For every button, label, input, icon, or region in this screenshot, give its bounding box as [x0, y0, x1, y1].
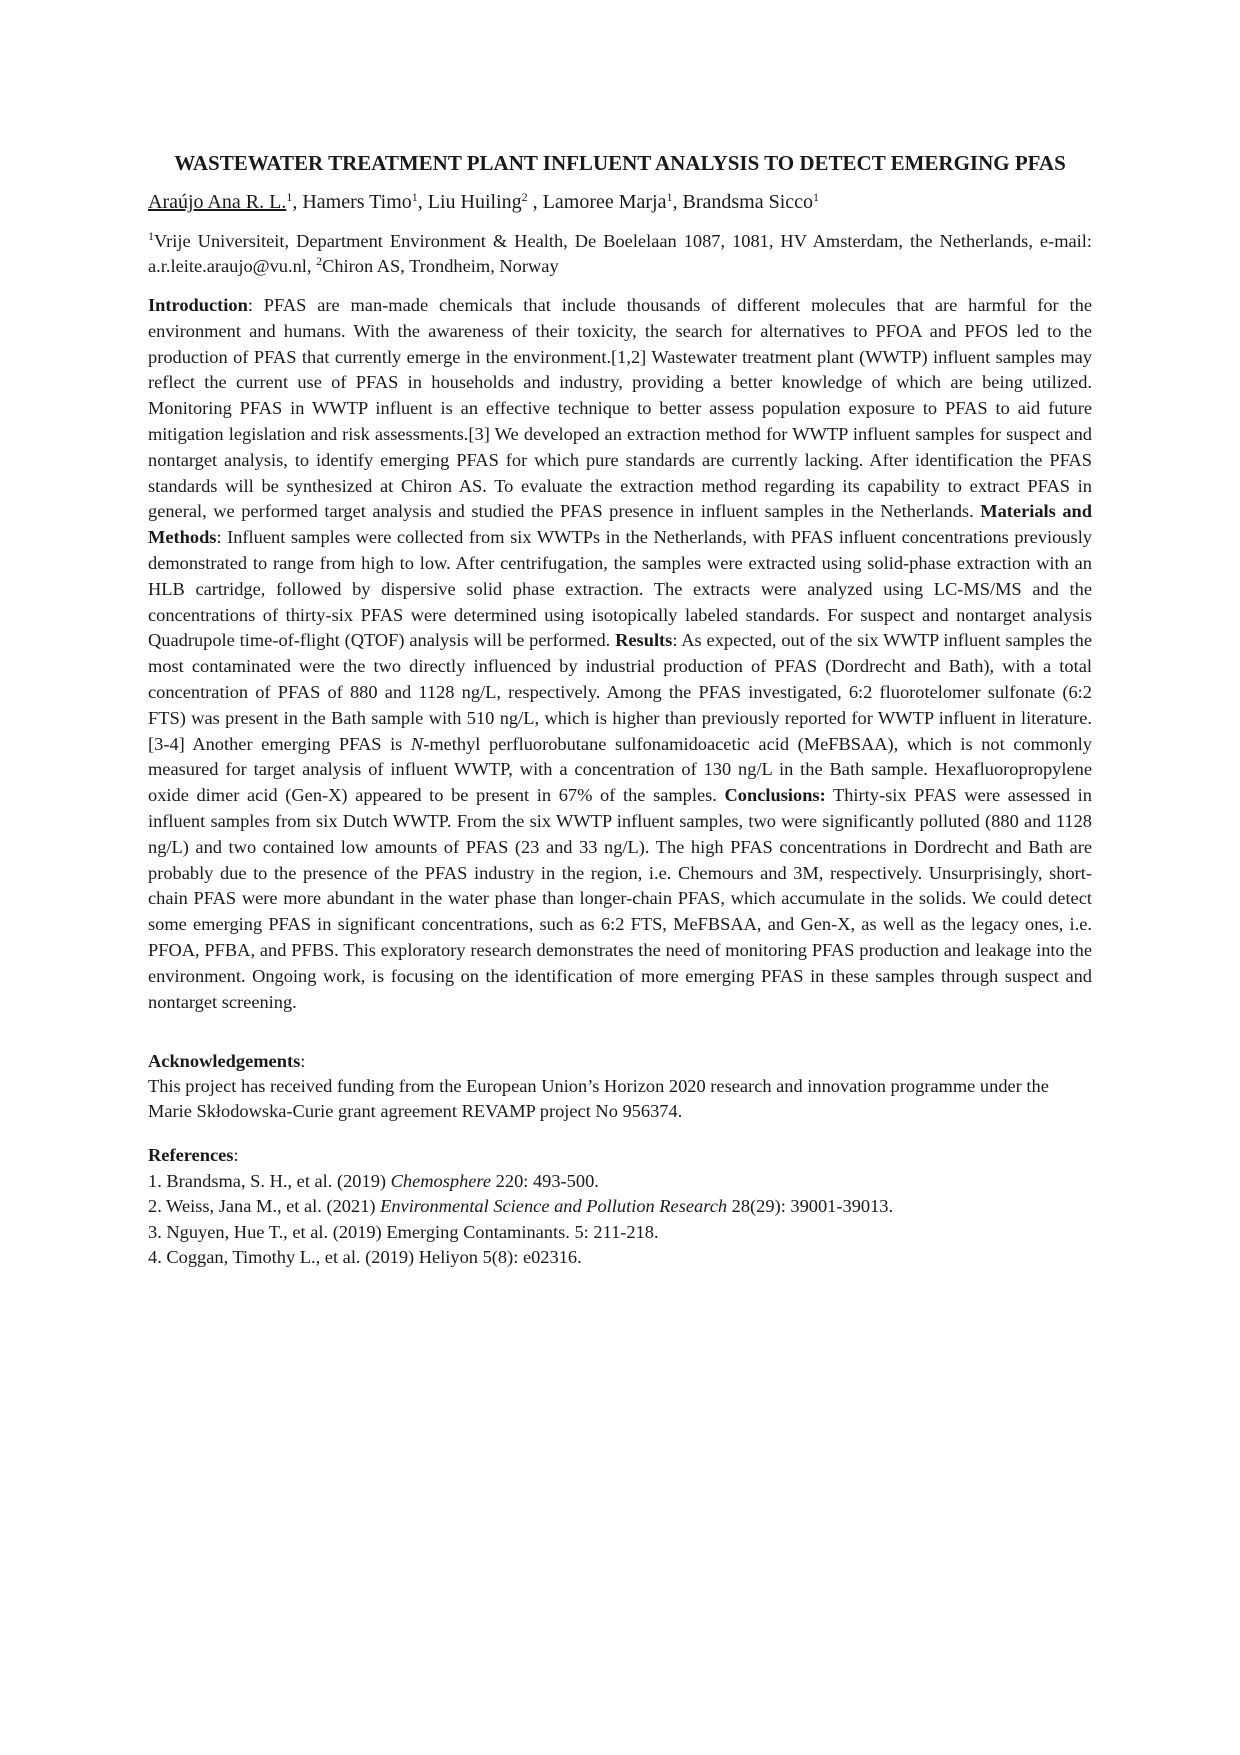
author-affiliation-sup: 2: [521, 190, 528, 204]
affiliation-text: Vrije Universiteit, Department Environment & Health, De Boelelaan 1087, 1081, HV Amsterdam, the Netherlands, e-mail: a.r.leite.araujo@vu.nl,: [148, 231, 1092, 276]
reference-details: 220: 493-500.: [491, 1170, 599, 1191]
reference-text: 3. Nguyen, Hue T., et al. (2019) Emerging Contaminants. 5: 211-218.: [148, 1221, 659, 1242]
author: [543, 191, 683, 213]
results-heading: Results: [615, 630, 673, 651]
author-separator: ,: [672, 191, 683, 213]
acknowledgements-section: [148, 1049, 1092, 1124]
reference-text: 1. Brandsma, S. H., et al. (2019): [148, 1170, 391, 1191]
author-separator: ,: [527, 191, 543, 213]
introduction-heading: Introduction: [148, 295, 248, 315]
author-affiliation-sup: 1: [666, 190, 673, 204]
reference-journal: Chemosphere: [390, 1170, 492, 1191]
references-section: [148, 1143, 1092, 1271]
author: [302, 191, 427, 213]
reference-item: [148, 1220, 1092, 1246]
conclusions-text: Thirty-six PFAS were assessed in influent samples from six Dutch WWTP. From the six WWTP influent samples, two were significantly polluted (880 and 1128 ng/L) and two contained low amounts of PFAS (23 and 33 ng/L). The high PFAS concentrations in Dordrecht and Bath are probably due to the presence of the PFAS industry in the region, i.e. Chemours and 3M, respectively. Unsurprisingly, short-chain PFAS were more abundant in the water phase than longer-chain PFAS, which accumulate in the solids. We could detect some emerging PFAS in significant concentrations, such as 6:2 FTS, MeFBSAA, and Gen-X, as well as the legacy ones, i.e. PFOA, PFBA, and PFBS. This exploratory research demonstrates the need of monitoring PFAS production and leakage into the environment. Ongoing work, is focusing on the identification of more emerging PFAS in these samples through suspect and nontarget screening.: [148, 785, 1092, 1012]
acknowledgements-heading: Acknowledgements: [148, 1051, 301, 1072]
introduction-text: : PFAS are man-made chemicals that include thousands of different molecules that are harmful for the environment and humans. With the awareness of their toxicity, the search for alternatives to PFOA and PFOS led to the production of PFAS that currently emerge in the environment.[1,2] Wastewater treatment plant (WWTP) influent samples may reflect the current use of PFAS in households and industry, providing a better knowledge of which are being utilized. Monitoring PFAS in WWTP influent is an effective technique to better assess population exposure to PFAS to aid future mitigation legislation and risk assessments.[3] We developed an extraction method for WWTP influent samples for suspect and nontarget analysis, to identify emerging PFAS for which pure standards are currently lacking. After identification the PFAS standards will be synthesized at Chiron AS. To evaluate the extraction method regarding its capability to extract PFAS in general, we performed target analysis and studied the PFAS presence in influent samples in the Netherlands.: [148, 295, 1092, 522]
abstract-body: [148, 293, 1092, 1015]
author-name: Brandsma Sicco: [682, 191, 814, 213]
references-heading: References: [148, 1145, 234, 1166]
methods-heading: Materials and Methods: [148, 501, 1093, 548]
reference-text: 4. Coggan, Timothy L., et al. (2019) Heliyon 5(8): e02316.: [148, 1247, 582, 1268]
methods-text: : Influent samples were collected from six WWTPs in the Netherlands, with PFAS influent concentrations previously demonstrated to range from high to low. After centrifugation, the samples were extracted using solid-phase extraction with an HLB cartridge, followed by dispersive solid phase extraction. The extracts were analyzed using LC-MS/MS and the concentrations of thirty-six PFAS were determined using isotopically labeled standards. For suspect and nontarget analysis Quadrupole time-of-flight (QTOF) analysis will be performed.: [148, 527, 1092, 651]
author-name: Liu Huiling: [427, 191, 522, 213]
author-list: [148, 188, 1092, 216]
affiliation-sup: 1: [148, 229, 154, 243]
author-affiliation-sup: 1: [411, 190, 418, 204]
author-affiliation-sup: 1: [813, 190, 820, 204]
author-name: Hamers Timo: [302, 191, 412, 213]
affiliation-text: Chiron AS, Trondheim, Norway: [322, 256, 559, 276]
reference-journal: Environmental Science and Pollution Research: [380, 1196, 728, 1217]
acknowledgements-heading-suffix: :: [300, 1051, 306, 1072]
author-name: Araújo Ana R. L.: [148, 191, 287, 213]
results-text: : As expected, out of the six WWTP influent samples the most contaminated were the two directly influenced by industrial production of PFAS (Dordrecht and Bath), with a total concentration of PFAS of 880 and 1128 ng/L, respectively. Among the PFAS investigated, 6:2 fluorotelomer sulfonate (6:2 FTS) was present in the Bath sample with 510 ng/L, which is higher than previously reported for WWTP influent in literature.[3-4] Another emerging PFAS is: [148, 630, 1092, 754]
author: [428, 191, 543, 213]
paper-title: WASTEWATER TREATMENT PLANT INFLUENT ANALYSIS TO DETECT EMERGING PFAS: [174, 151, 1066, 175]
results-text-continued: -methyl perfluorobutane sulfonamidoacetic acid (MeFBSAA), which is not commonly measured for target analysis of influent WWTP, with a concentration of 130 ng/L in the Bath sample. Hexafluoropropylene oxide dimer acid (Gen-X) appeared to be present in 67% of the samples.: [148, 733, 1092, 806]
reference-details: 28(29): 39001-39013.: [727, 1196, 894, 1217]
references-heading-line: [148, 1143, 1092, 1169]
author: [148, 191, 302, 213]
author-affiliation-sup: 1: [286, 190, 293, 204]
author-separator: ,: [292, 191, 303, 213]
author-separator: ,: [417, 191, 428, 213]
conclusions-heading: Conclusions:: [724, 785, 826, 806]
author: [683, 191, 820, 213]
reference-item: [148, 1194, 1092, 1220]
affiliations: [148, 229, 1092, 279]
reference-text: 2. Weiss, Jana M., et al. (2021): [148, 1196, 381, 1217]
results-italic: N: [410, 733, 424, 754]
reference-item: [148, 1245, 1092, 1271]
acknowledgements-heading-line: [148, 1049, 1092, 1074]
affiliation-sup: 2: [316, 254, 323, 268]
reference-list: [148, 1169, 1092, 1271]
acknowledgements-text: This project has received funding from the European Union’s Horizon 2020 research and innovation programme under the Marie Skłodowska-Curie grant agreement REVAMP project No 956374.: [148, 1076, 1049, 1122]
author-name: Lamoree Marja: [542, 191, 667, 213]
references-heading-suffix: :: [233, 1145, 239, 1166]
reference-item: [148, 1169, 1092, 1195]
paper-page: [148, 148, 1092, 1271]
